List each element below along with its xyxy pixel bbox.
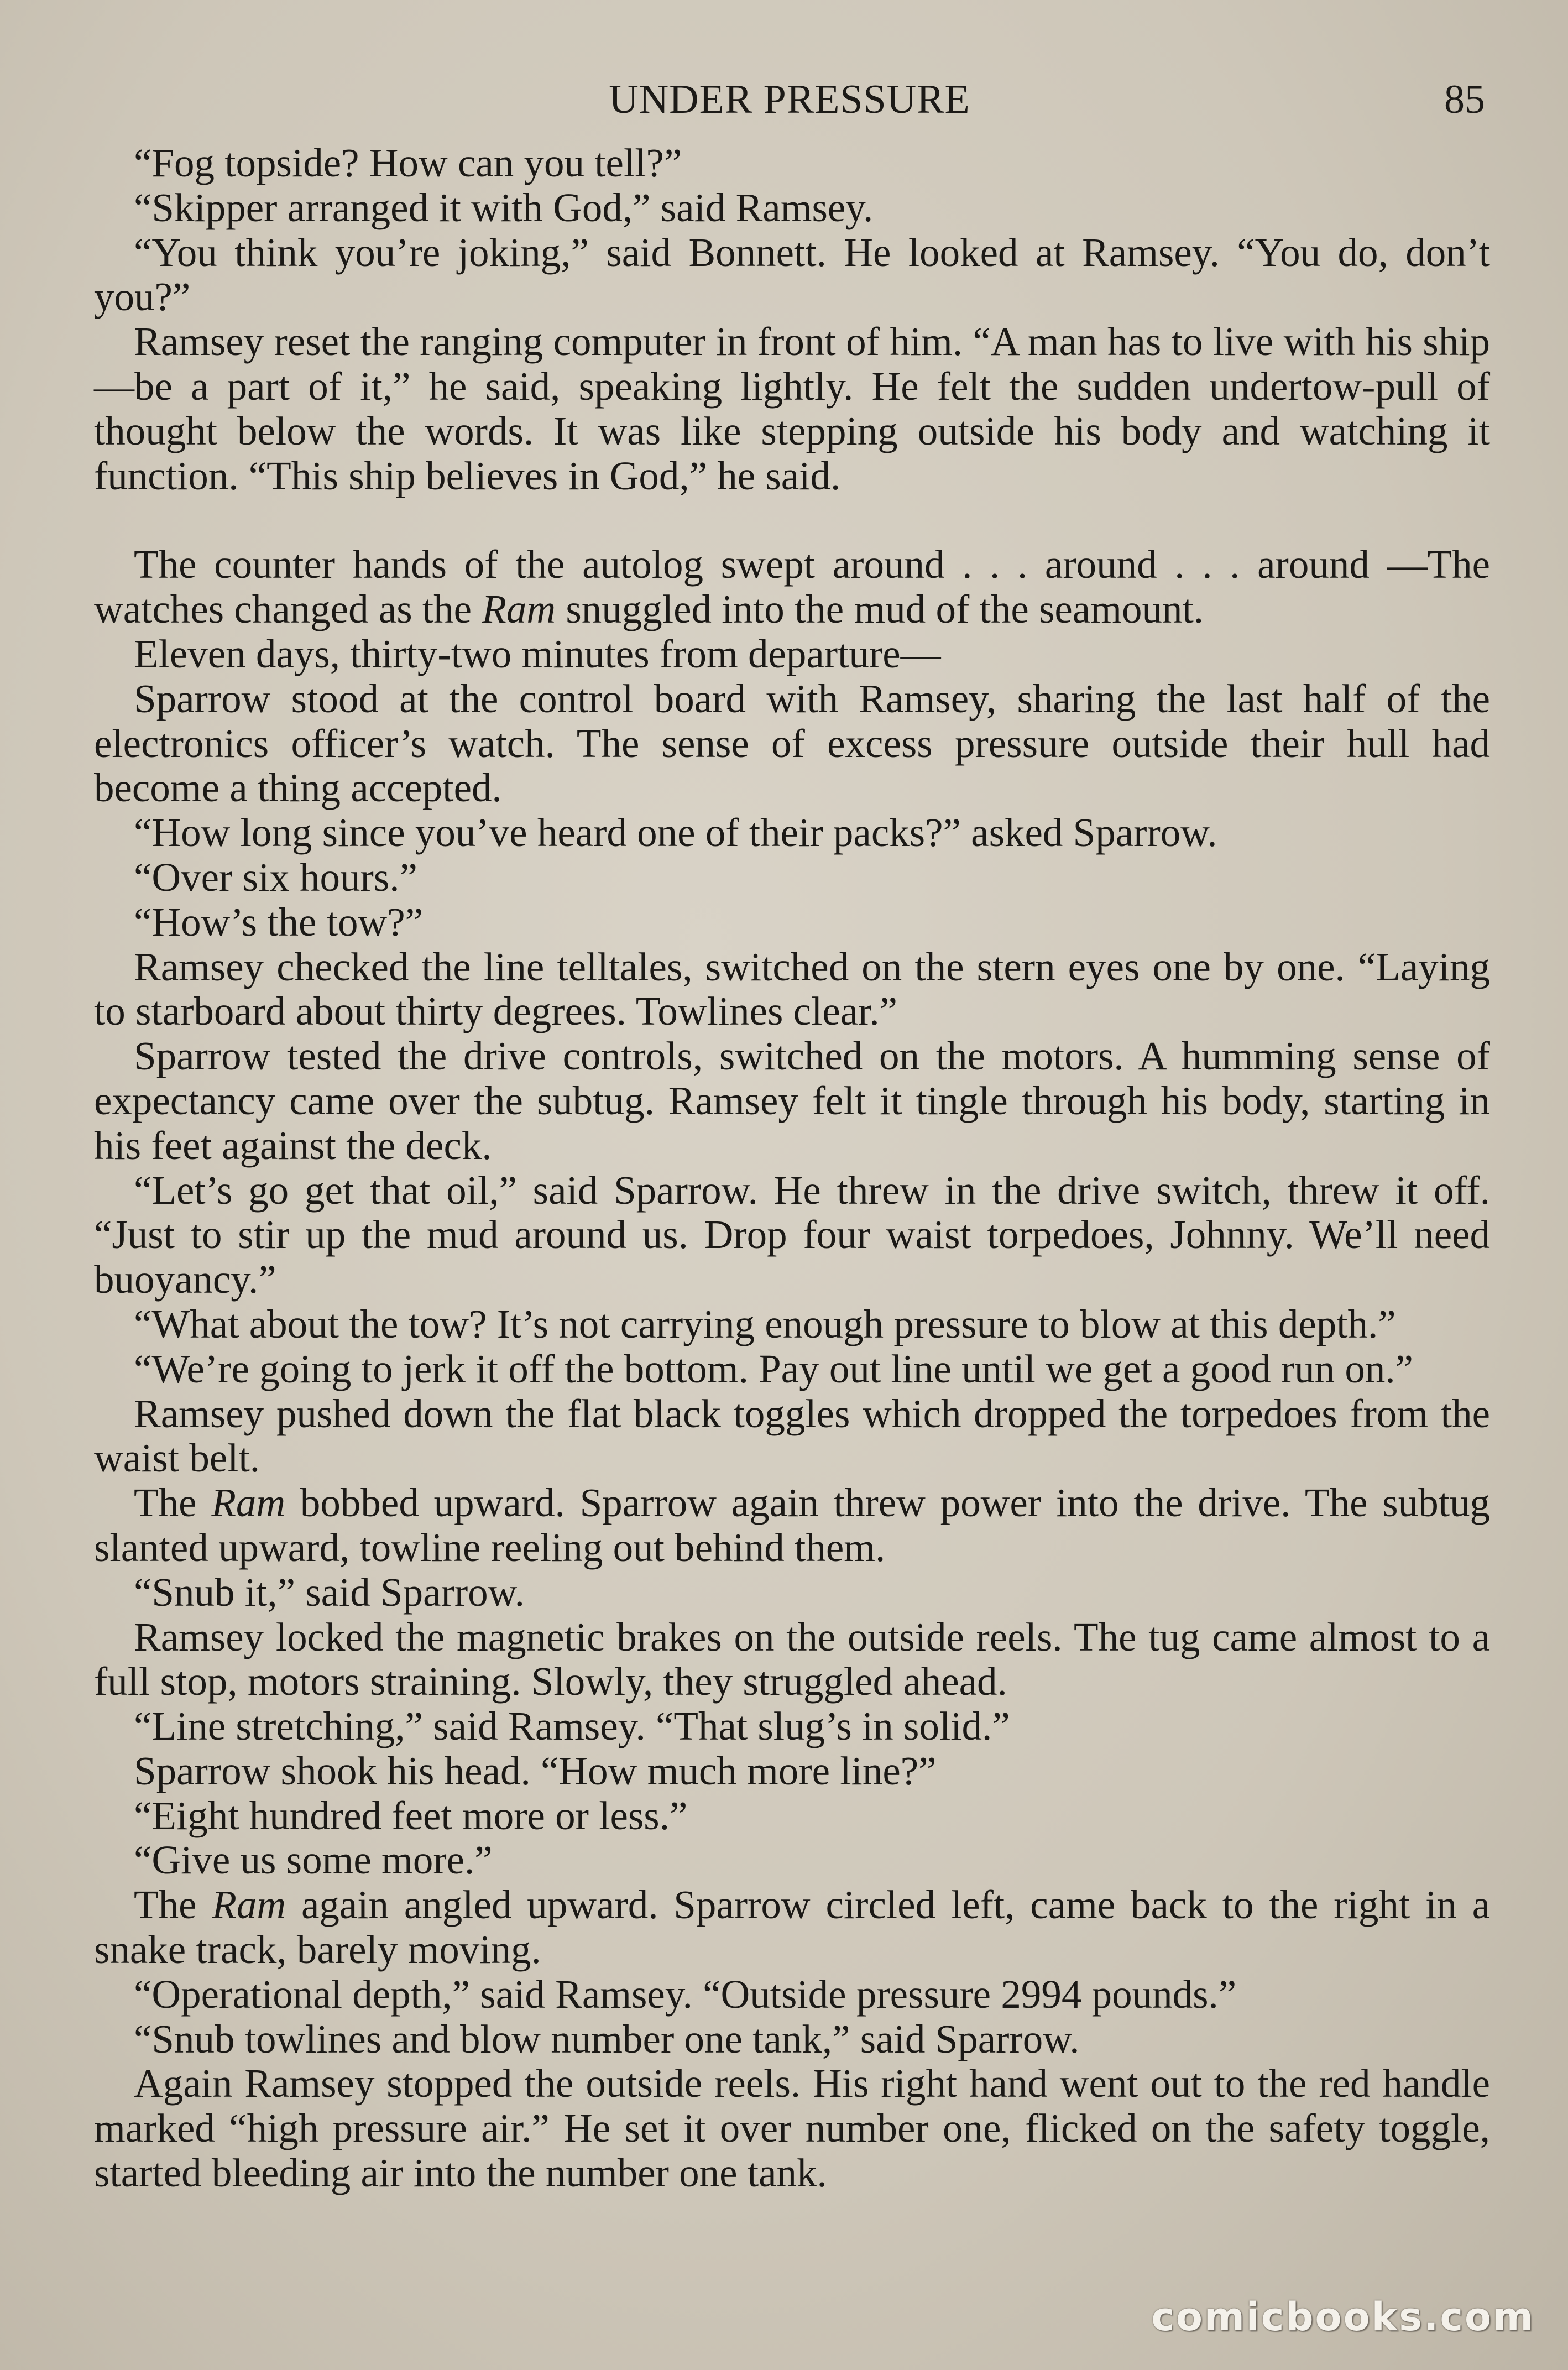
body-text — [94, 141, 1490, 2196]
paragraph: “Let’s go get that oil,” said Sparrow. He threw in the drive switch, threw it off. “Just to stir up the mud around us. Drop four waist torpedoes, Johnny. We’ll need buoyancy.” — [94, 1167, 1490, 1302]
page-number: 85 — [1444, 77, 1485, 122]
paragraph: “Eight hundred feet more or less.” — [134, 1793, 688, 1838]
paragraph: “Give us some more.” — [134, 1837, 493, 1883]
page-header — [94, 72, 1485, 127]
paragraph: Ramsey checked the line telltales, switched on the stern eyes one by one. “Laying to starboard about thirty degrees. Towlines clear.” — [94, 944, 1490, 1034]
paragraph: “Over six hours.” — [134, 854, 417, 900]
paragraph: The counter hands of the autolog swept around . . . around . . . around —The watches changed as the Ram snuggled into the mud of the seamount. — [94, 542, 1490, 632]
paragraph: “Line stretching,” said Ramsey. “That slug’s in solid.” — [134, 1704, 1010, 1749]
paragraph: “What about the tow? It’s not carrying enough pressure to blow at this depth.” — [134, 1301, 1396, 1346]
paragraph: Sparrow shook his head. “How much more line?” — [134, 1748, 937, 1793]
paragraph: “Snub it,” said Sparrow. — [134, 1569, 525, 1615]
paragraph: Sparrow stood at the control board with Ramsey, sharing the last half of the electronics officer’s watch. The sense of excess pressure outside their hull had become a thing accepted. — [94, 676, 1490, 811]
paragraph: Again Ramsey stopped the outside reels. His right hand went out to the red handle marked “high pressure air.” He set it over number one, flicked on the safety toggle, started bleeding air into the number one tank. — [94, 2061, 1490, 2196]
watermark: comicbooks.com — [1151, 2294, 1535, 2340]
paragraph: “Snub towlines and blow number one tank,” said Sparrow. — [134, 2016, 1080, 2061]
paragraph: Ramsey locked the magnetic brakes on the outside reels. The tug came almost to a full stop, motors straining. Slowly, they struggled ahead. — [94, 1614, 1490, 1704]
paragraph: Ramsey reset the ranging computer in front of him. “A man has to live with his ship—be a part of it,” he said, speaking lightly. He felt the sudden undertow-pull of thought below the words. It was like stepping outside his body and watching it function. “This ship believes in God,” he said. — [94, 319, 1490, 498]
paragraph: The Ram again angled upward. Sparrow circled left, came back to the right in a snake track, barely moving. — [94, 1882, 1490, 1972]
paragraph: “Operational depth,” said Ramsey. “Outside pressure 2994 pounds.” — [134, 1971, 1237, 2017]
ship-name: Ram — [212, 1882, 286, 1928]
running-head: UNDER PRESSURE — [609, 77, 970, 122]
ship-name: Ram — [482, 587, 556, 632]
paragraph: The Ram bobbed upward. Sparrow again threw power into the drive. The subtug slanted upward, towline reeling out behind them. — [94, 1480, 1490, 1570]
paragraph: Ramsey pushed down the flat black toggles which dropped the torpedoes from the waist belt. — [94, 1391, 1490, 1481]
paragraph: “We’re going to jerk it off the bottom. Pay out line until we get a good run on.” — [134, 1346, 1414, 1391]
paragraph: Sparrow tested the drive controls, switched on the motors. A humming sense of expectancy came over the subtug. Ramsey felt it tingle through his body, starting in his feet against the deck. — [94, 1033, 1490, 1168]
paragraph: “You think you’re joking,” said Bonnett. He looked at Ramsey. “You do, don’t you?” — [94, 229, 1490, 320]
paragraph: Eleven days, thirty-two minutes from departure— — [134, 631, 941, 676]
paragraph: “How long since you’ve heard one of their packs?” asked Sparrow. — [134, 810, 1217, 855]
paragraph: “Skipper arranged it with God,” said Ramsey. — [134, 185, 874, 230]
paragraph: “Fog topside? How can you tell?” — [134, 140, 682, 185]
ship-name: Ram — [211, 1480, 286, 1526]
paragraph: “How’s the tow?” — [134, 899, 424, 944]
